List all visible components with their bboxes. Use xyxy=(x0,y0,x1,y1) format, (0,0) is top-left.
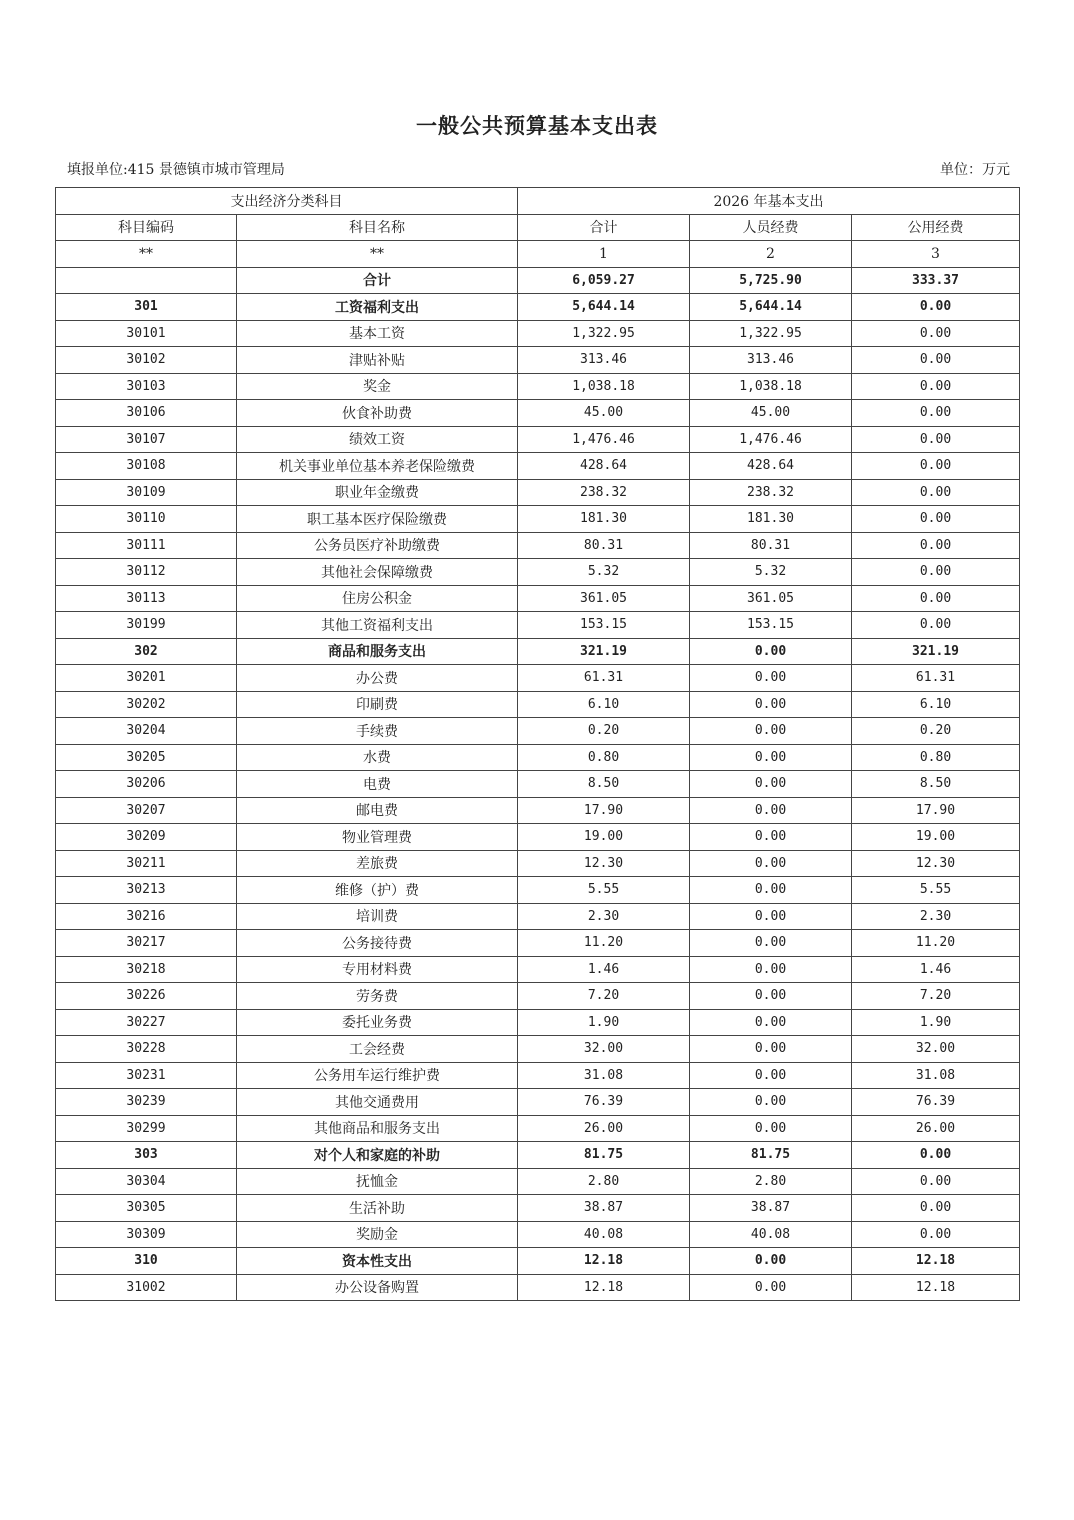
cell-personnel: 0.00 xyxy=(690,850,852,877)
cell-total: 0.80 xyxy=(518,744,690,771)
cell-name: 劳务费 xyxy=(237,983,518,1010)
cell-personnel: 38.87 xyxy=(690,1195,852,1222)
cell-code: 30209 xyxy=(56,824,237,851)
cell-total: 321.19 xyxy=(518,638,690,665)
table-row xyxy=(56,479,1020,506)
cell-public: 0.20 xyxy=(852,718,1020,745)
cell-name: 办公设备购置 xyxy=(237,1274,518,1301)
cell-total: 11.20 xyxy=(518,930,690,957)
header-group-classification: 支出经济分类科目 xyxy=(56,188,518,215)
table-row xyxy=(56,1009,1020,1036)
cell-personnel: 0.00 xyxy=(690,903,852,930)
table-row xyxy=(56,956,1020,983)
cell-personnel: 5.32 xyxy=(690,559,852,586)
cell-personnel: 153.15 xyxy=(690,612,852,639)
cell-public: 2.30 xyxy=(852,903,1020,930)
cell-personnel: 0.00 xyxy=(690,956,852,983)
header-group-year: 2026 年基本支出 xyxy=(518,188,1020,215)
cell-code: 30113 xyxy=(56,585,237,612)
cell-name: 委托业务费 xyxy=(237,1009,518,1036)
cell-total: 80.31 xyxy=(518,532,690,559)
header-index-row xyxy=(56,241,1020,268)
cell-code: 30110 xyxy=(56,506,237,533)
cell-public: 0.00 xyxy=(852,506,1020,533)
cell-name: 其他工资福利支出 xyxy=(237,612,518,639)
cell-name: 邮电费 xyxy=(237,797,518,824)
cell-code: 30299 xyxy=(56,1115,237,1142)
cell-public: 12.18 xyxy=(852,1248,1020,1275)
cell-personnel: 1,038.18 xyxy=(690,373,852,400)
cell-total: 61.31 xyxy=(518,665,690,692)
cell-total: 5,644.14 xyxy=(518,294,690,321)
cell-code: 30218 xyxy=(56,956,237,983)
cell-code: 30109 xyxy=(56,479,237,506)
cell-code: 30204 xyxy=(56,718,237,745)
cell-personnel: 0.00 xyxy=(690,1248,852,1275)
cell-personnel: 81.75 xyxy=(690,1142,852,1169)
cell-total: 38.87 xyxy=(518,1195,690,1222)
cell-name: 机关事业单位基本养老保险缴费 xyxy=(237,453,518,480)
cell-name: 奖励金 xyxy=(237,1221,518,1248)
cell-personnel: 181.30 xyxy=(690,506,852,533)
cell-name: 奖金 xyxy=(237,373,518,400)
cell-personnel: 0.00 xyxy=(690,930,852,957)
index-public: 3 xyxy=(852,241,1020,268)
cell-personnel: 0.00 xyxy=(690,797,852,824)
cell-name: 伙食补助费 xyxy=(237,400,518,427)
table-row xyxy=(56,824,1020,851)
cell-public: 26.00 xyxy=(852,1115,1020,1142)
cell-personnel: 5,644.14 xyxy=(690,294,852,321)
cell-code: 30309 xyxy=(56,1221,237,1248)
cell-total: 153.15 xyxy=(518,612,690,639)
table-row xyxy=(56,850,1020,877)
cell-public: 0.00 xyxy=(852,347,1020,374)
cell-total: 2.80 xyxy=(518,1168,690,1195)
table-row xyxy=(56,1168,1020,1195)
cell-public: 0.00 xyxy=(852,1221,1020,1248)
table-row xyxy=(56,347,1020,374)
cell-code: 30207 xyxy=(56,797,237,824)
cell-total: 5.32 xyxy=(518,559,690,586)
cell-name: 手续费 xyxy=(237,718,518,745)
cell-total: 6.10 xyxy=(518,691,690,718)
cell-total: 6,059.27 xyxy=(518,267,690,294)
cell-total: 0.20 xyxy=(518,718,690,745)
table-row xyxy=(56,665,1020,692)
cell-public: 0.00 xyxy=(852,532,1020,559)
cell-code xyxy=(56,267,237,294)
index-personnel: 2 xyxy=(690,241,852,268)
cell-name: 津贴补贴 xyxy=(237,347,518,374)
cell-name: 印刷费 xyxy=(237,691,518,718)
cell-name: 专用材料费 xyxy=(237,956,518,983)
cell-code: 31002 xyxy=(56,1274,237,1301)
cell-name: 抚恤金 xyxy=(237,1168,518,1195)
cell-public: 0.00 xyxy=(852,400,1020,427)
currency-unit: 单位：万元 xyxy=(940,162,1010,178)
cell-name: 水费 xyxy=(237,744,518,771)
cell-name: 其他交通费用 xyxy=(237,1089,518,1116)
cell-name: 公务员医疗补助缴费 xyxy=(237,532,518,559)
table-row xyxy=(56,983,1020,1010)
cell-code: 30228 xyxy=(56,1036,237,1063)
budget-table-body xyxy=(56,188,1020,1301)
cell-name: 对个人和家庭的补助 xyxy=(237,1142,518,1169)
cell-total: 1,038.18 xyxy=(518,373,690,400)
cell-personnel: 45.00 xyxy=(690,400,852,427)
cell-personnel: 0.00 xyxy=(690,771,852,798)
table-row xyxy=(56,1195,1020,1222)
cell-code: 303 xyxy=(56,1142,237,1169)
cell-public: 76.39 xyxy=(852,1089,1020,1116)
cell-name: 工资福利支出 xyxy=(237,294,518,321)
cell-code: 30217 xyxy=(56,930,237,957)
cell-code: 30213 xyxy=(56,877,237,904)
cell-code: 30216 xyxy=(56,903,237,930)
cell-code: 310 xyxy=(56,1248,237,1275)
cell-public: 11.20 xyxy=(852,930,1020,957)
cell-public: 0.00 xyxy=(852,612,1020,639)
cell-personnel: 0.00 xyxy=(690,1062,852,1089)
cell-code: 30226 xyxy=(56,983,237,1010)
cell-public: 0.00 xyxy=(852,1168,1020,1195)
cell-code: 30102 xyxy=(56,347,237,374)
cell-public: 0.00 xyxy=(852,585,1020,612)
cell-personnel: 238.32 xyxy=(690,479,852,506)
cell-total: 81.75 xyxy=(518,1142,690,1169)
cell-public: 32.00 xyxy=(852,1036,1020,1063)
cell-total: 45.00 xyxy=(518,400,690,427)
cell-name: 资本性支出 xyxy=(237,1248,518,1275)
table-row xyxy=(56,1142,1020,1169)
cell-total: 238.32 xyxy=(518,479,690,506)
cell-name: 物业管理费 xyxy=(237,824,518,851)
cell-personnel: 0.00 xyxy=(690,1009,852,1036)
cell-personnel: 0.00 xyxy=(690,824,852,851)
cell-public: 0.00 xyxy=(852,1195,1020,1222)
cell-public: 0.00 xyxy=(852,294,1020,321)
cell-total: 19.00 xyxy=(518,824,690,851)
header-code: 科目编码 xyxy=(56,214,237,241)
cell-code: 30305 xyxy=(56,1195,237,1222)
header-total: 合计 xyxy=(518,214,690,241)
table-row xyxy=(56,1036,1020,1063)
table-row xyxy=(56,1115,1020,1142)
cell-personnel: 1,476.46 xyxy=(690,426,852,453)
table-row xyxy=(56,718,1020,745)
cell-personnel: 40.08 xyxy=(690,1221,852,1248)
cell-total: 17.90 xyxy=(518,797,690,824)
cell-personnel: 80.31 xyxy=(690,532,852,559)
cell-name: 其他商品和服务支出 xyxy=(237,1115,518,1142)
cell-personnel: 1,322.95 xyxy=(690,320,852,347)
cell-public: 1.46 xyxy=(852,956,1020,983)
cell-public: 6.10 xyxy=(852,691,1020,718)
cell-name: 电费 xyxy=(237,771,518,798)
cell-total: 1.90 xyxy=(518,1009,690,1036)
cell-public: 12.18 xyxy=(852,1274,1020,1301)
cell-total: 40.08 xyxy=(518,1221,690,1248)
page-title: 一般公共预算基本支出表 xyxy=(416,113,658,138)
cell-total: 7.20 xyxy=(518,983,690,1010)
table-row xyxy=(56,1062,1020,1089)
cell-code: 30304 xyxy=(56,1168,237,1195)
cell-name: 基本工资 xyxy=(237,320,518,347)
cell-public: 0.00 xyxy=(852,1142,1020,1169)
table-row xyxy=(56,559,1020,586)
cell-personnel: 0.00 xyxy=(690,1089,852,1116)
cell-public: 321.19 xyxy=(852,638,1020,665)
table-row xyxy=(56,585,1020,612)
cell-total: 428.64 xyxy=(518,453,690,480)
cell-public: 12.30 xyxy=(852,850,1020,877)
cell-personnel: 313.46 xyxy=(690,347,852,374)
cell-code: 30231 xyxy=(56,1062,237,1089)
header-personnel: 人员经费 xyxy=(690,214,852,241)
cell-personnel: 0.00 xyxy=(690,1115,852,1142)
cell-code: 302 xyxy=(56,638,237,665)
cell-total: 12.18 xyxy=(518,1248,690,1275)
table-row xyxy=(56,294,1020,321)
cell-code: 30112 xyxy=(56,559,237,586)
cell-name: 公务接待费 xyxy=(237,930,518,957)
cell-total: 5.55 xyxy=(518,877,690,904)
cell-personnel: 0.00 xyxy=(690,1274,852,1301)
cell-personnel: 0.00 xyxy=(690,691,852,718)
table-row xyxy=(56,903,1020,930)
table-row xyxy=(56,506,1020,533)
cell-public: 0.80 xyxy=(852,744,1020,771)
cell-code: 30239 xyxy=(56,1089,237,1116)
table-row xyxy=(56,612,1020,639)
cell-personnel: 2.80 xyxy=(690,1168,852,1195)
cell-code: 30108 xyxy=(56,453,237,480)
cell-code: 30206 xyxy=(56,771,237,798)
cell-code: 30211 xyxy=(56,850,237,877)
table-row xyxy=(56,373,1020,400)
cell-public: 0.00 xyxy=(852,320,1020,347)
cell-public: 333.37 xyxy=(852,267,1020,294)
cell-name: 绩效工资 xyxy=(237,426,518,453)
cell-code: 301 xyxy=(56,294,237,321)
cell-name: 维修（护）费 xyxy=(237,877,518,904)
cell-code: 30205 xyxy=(56,744,237,771)
header-group-row xyxy=(56,188,1020,215)
cell-name: 住房公积金 xyxy=(237,585,518,612)
cell-code: 30111 xyxy=(56,532,237,559)
table-row xyxy=(56,771,1020,798)
table-row xyxy=(56,426,1020,453)
table-row xyxy=(56,1089,1020,1116)
cell-public: 7.20 xyxy=(852,983,1020,1010)
cell-personnel: 428.64 xyxy=(690,453,852,480)
table-row xyxy=(56,1274,1020,1301)
cell-personnel: 0.00 xyxy=(690,665,852,692)
cell-public: 17.90 xyxy=(852,797,1020,824)
table-row xyxy=(56,930,1020,957)
cell-public: 0.00 xyxy=(852,479,1020,506)
table-row xyxy=(56,1248,1020,1275)
cell-name: 合计 xyxy=(237,267,518,294)
cell-personnel: 0.00 xyxy=(690,1036,852,1063)
cell-total: 1.46 xyxy=(518,956,690,983)
cell-total: 361.05 xyxy=(518,585,690,612)
table-row xyxy=(56,453,1020,480)
cell-personnel: 361.05 xyxy=(690,585,852,612)
cell-public: 0.00 xyxy=(852,373,1020,400)
cell-name: 职工基本医疗保险缴费 xyxy=(237,506,518,533)
cell-name: 商品和服务支出 xyxy=(237,638,518,665)
index-total: 1 xyxy=(518,241,690,268)
cell-code: 30107 xyxy=(56,426,237,453)
cell-name: 办公费 xyxy=(237,665,518,692)
cell-personnel: 0.00 xyxy=(690,744,852,771)
cell-public: 0.00 xyxy=(852,559,1020,586)
cell-name: 生活补助 xyxy=(237,1195,518,1222)
cell-public: 0.00 xyxy=(852,453,1020,480)
table-row xyxy=(56,320,1020,347)
cell-total: 2.30 xyxy=(518,903,690,930)
cell-total: 1,476.46 xyxy=(518,426,690,453)
cell-public: 31.08 xyxy=(852,1062,1020,1089)
cell-code: 30227 xyxy=(56,1009,237,1036)
cell-total: 26.00 xyxy=(518,1115,690,1142)
cell-total: 8.50 xyxy=(518,771,690,798)
index-code: ** xyxy=(56,241,237,268)
reporting-unit: 填报单位:415 景德镇市城市管理局 xyxy=(67,162,285,178)
table-row xyxy=(56,797,1020,824)
cell-personnel: 0.00 xyxy=(690,718,852,745)
cell-code: 30202 xyxy=(56,691,237,718)
cell-code: 30101 xyxy=(56,320,237,347)
budget-table xyxy=(55,187,1020,1301)
table-row xyxy=(56,1221,1020,1248)
cell-name: 工会经费 xyxy=(237,1036,518,1063)
cell-code: 30103 xyxy=(56,373,237,400)
cell-public: 19.00 xyxy=(852,824,1020,851)
table-row xyxy=(56,532,1020,559)
table-row xyxy=(56,744,1020,771)
cell-total: 313.46 xyxy=(518,347,690,374)
cell-public: 8.50 xyxy=(852,771,1020,798)
cell-total: 76.39 xyxy=(518,1089,690,1116)
cell-total: 32.00 xyxy=(518,1036,690,1063)
cell-public: 5.55 xyxy=(852,877,1020,904)
cell-total: 31.08 xyxy=(518,1062,690,1089)
header-column-row xyxy=(56,214,1020,241)
cell-total: 12.18 xyxy=(518,1274,690,1301)
cell-name: 培训费 xyxy=(237,903,518,930)
cell-name: 公务用车运行维护费 xyxy=(237,1062,518,1089)
cell-public: 61.31 xyxy=(852,665,1020,692)
index-name: ** xyxy=(237,241,518,268)
cell-public: 0.00 xyxy=(852,426,1020,453)
cell-total: 1,322.95 xyxy=(518,320,690,347)
cell-name: 其他社会保障缴费 xyxy=(237,559,518,586)
table-row xyxy=(56,267,1020,294)
cell-public: 1.90 xyxy=(852,1009,1020,1036)
table-row xyxy=(56,877,1020,904)
cell-personnel: 5,725.90 xyxy=(690,267,852,294)
cell-personnel: 0.00 xyxy=(690,877,852,904)
cell-total: 12.30 xyxy=(518,850,690,877)
cell-name: 差旅费 xyxy=(237,850,518,877)
cell-code: 30201 xyxy=(56,665,237,692)
table-row xyxy=(56,691,1020,718)
cell-personnel: 0.00 xyxy=(690,638,852,665)
table-row xyxy=(56,400,1020,427)
cell-code: 30106 xyxy=(56,400,237,427)
table-row xyxy=(56,638,1020,665)
cell-name: 职业年金缴费 xyxy=(237,479,518,506)
cell-personnel: 0.00 xyxy=(690,983,852,1010)
header-public: 公用经费 xyxy=(852,214,1020,241)
header-name: 科目名称 xyxy=(237,214,518,241)
cell-total: 181.30 xyxy=(518,506,690,533)
cell-code: 30199 xyxy=(56,612,237,639)
